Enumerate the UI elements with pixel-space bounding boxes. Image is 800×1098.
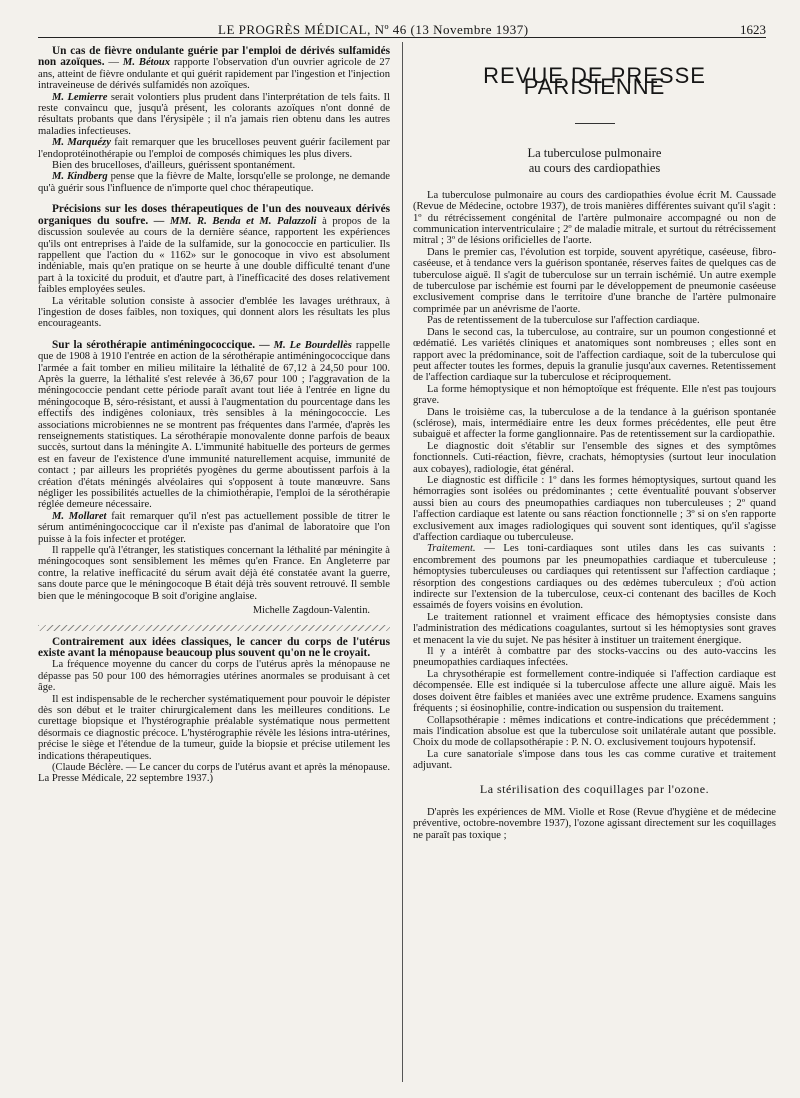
article-title: Précisions sur les doses thérapeutiques de l'un des nouveaux dérivés organiques du soufre. [38, 203, 390, 227]
article-tuberculose: La tuberculose pulmonaire au cours des cardiopathies évolue écrit M. Caussade (Revue de Médecine, octobre 1937), de trois manières différentes suivant qu'il s'agit : 1º du rétrécissement congénital de l'artère pulmonaire accompagné ou non de communication interventriculaire ; 2º de maladie mitrale, et surtout du rétrécissement mitral ; 3º de lésions orificielles de l'aorte. Dans le premier cas, l'évolution est torpide, souvent apyrétique, caséeuse, fibro-caséeuse, et à tendance vers la guérison spontanée, réserves faites de quelques cas de tuberculose aiguë. Il s'agit de tuberculose sur un terrain ischémié. Un autre exemple de tuberculose par ischémie est fourni par le développement de pneumonie caséeuse exclusivement comprise dans le territoire d'une branche de l'artère pulmonaire comprimée par un anévrisme de l'aorte. Pas de retentissement de la tuberculose sur l'affection cardiaque. Dans le second cas, la tuberculose, au contraire, sur un poumon congestionné et œdématié. Les variétés cliniques et anatomiques sont nombreuses ; elles sont en rapport avec la prédominance, soit de l'affection cardiaque, soit de la tuberculose qui peut affecter toutes les formes, depuis la granulie jusqu'aux cavernes. Retentissement de l'affection cardiaque sur la tuberculose et réciproquement. La forme hémoptysique et non hémoptoïque est fréquente. Elle n'est pas toujours grave. Dans le troisième cas, la tuberculose a de la tendance à la guérison spontanée (sclérose), mais, intermédiaire entre les deux formes précédentes, elle peut être subaiguë et affecter la forme ganglionnaire. Pas de retentissement sur la cardiopathie. Le diagnostic doit s'établir sur l'ensemble des signes et des symptômes fonctionnels. Cuti-réaction, fièvre, crachats, hémoptysies (surtout leur inoculation aux cobayes), radiologie, état général. Le diagnostic est difficile : 1º dans les formes hémoptysiques, surtout quand les hémorragies sont isolées ou prédominantes ; cette éventualité pouvant s'observer aussi bien au cours des pneumopathies cardiaques non tuberculeuses ; 2º quand l'affection cardiaque est latente ou sans réaction fonctionnelle ; 3º si on s'en rapporte exclusivement aux images radiologiques qui souvent sont identiques, qu'il s'agisse d'affection cardiaque ou tuberculeuse. Traitement. — Les toni-cardiaques sont utiles dans les cas suivants : encombrement des poumons par les pneumopathies cardiaque et tuberculeuse ; hémoptysies tuberculeuses ou cardiaques qui retentissent sur l'affection cardiaque ; résorption des congestions cardiaques ou des œdèmes tuberculeux ; d'où action indirecte sur l'extension de la tuberculose, ceux-ci contenant des bacilles de Koch essaimés de foyers voisins en évolution. Le traitement rationnel et vraiment efficace des hémoptysies consiste dans l'administration des médications coagulantes, surtout si les hémoptysies sont graves et menacent la vie du sujet. Ne pas hésiter à instituer un traitement énergique. Il y a intérêt à combattre par des stocks-vaccins ou des auto-vaccins les pneumopathies cardiaques infectées. La chrysothérapie est formellement contre-indiquée si l'affection cardiaque est décompensée. Elle est indiquée si la tuberculose affecte une allure aiguë. Mais les doses doivent être faibles et maniées avec une extrême prudence. Examens sanguins fréquents ; si éosinophilie, contre-indication ou suspension du traitement. Collapsothérapie : mêmes indications et contre-indications que précédemment ; mais l'indication absolue est que la tuberculose soit unilatérale autant que possible. Choix du mode de collapsothérapie : P. N. O. exclusivement toujours hypotensif. La cure sanatoriale s'impose dans tous les cas comme curative et traitement adjuvant. [413, 189, 776, 772]
article-doses-therapeutiques: Précisions sur les doses thérapeutiques de l'un des nouveaux dérivés organiques du soufre. — MM. R. Benda et M. Palazzoli à propos de la discussion soulevée au cours de la dernière séance, rapportent les expériences qu'ils ont entreprises à l'aide de la sulfamide, sur la gonococcie en particulier. Ils rappellent que l'action du « 1162» sur le gonocoque in vivo est absolument indéniable, mais qu'en pratique on se heurte à une double difficulté tenant d'une part à la toxicité du produit, et d'autre part, à l'inefficacité des doses relativement faibles employées seules. La véritable solution consiste à associer d'emblée les lavages uréthraux, à l'ingestion de doses faibles, non toxiques, qui donnent alors les résultats les plus encourageants. [38, 203, 391, 330]
subsection-title: La tuberculose pulmonaire au cours des cardiopathies [527, 145, 662, 175]
article-coquillages: D'après les expériences de MM. Violle et Rose (Revue d'hygiène et de médecine préventive, octobre-novembre 1937), l'ozone agissant directement sur les coquillages ne paraît pas toxique ; [413, 806, 776, 841]
article-fievre-ondulante: Un cas de fièvre ondulante guérie par l'emploi de dérivés sulfamidés non azoïques. — M. Bétoux rapporte l'observation d'un ouvrier agricole de 27 ans, atteint de fièvre ondulante et qui guérit rapidement par l'ingestion et l'injection intraveineuse de dérivés sulfamidés non azoïques. M. Lemierre serait volontiers plus prudent dans l'interprétation de tels faits. Il reste convaincu que, jusqu'à présent, les colorants azoïques n'ont donné de résultats probants que dans l'érysipèle ; il n'a jamais rien obtenu dans les autres maladies infectieuses. M. Marquézy fait remarquer que les brucelloses peuvent guérir facilement par l'endoprotéinothérapie ou l'emploi de composés chimiques les plus divers. Bien des brucelloses, d'ailleurs, guérissent spontanément. M. Kindberg pense que la fièvre de Malte, lorsqu'elle se prolonge, ne demande qu'à guérir sous l'influence de n'importe quel choc thérapeutique. [38, 45, 391, 194]
wavy-separator [38, 625, 390, 631]
signature: Michelle Zagdoun-Valentin. [252, 605, 370, 617]
left-column [38, 42, 390, 785]
right-column [413, 42, 776, 841]
page-header [38, 14, 766, 36]
subsection-title: La stérilisation des coquillages par l'ozone. [479, 781, 710, 796]
header-rule [38, 37, 766, 38]
article-title: Un cas de fièvre ondulante guérie par l'emploi de dérivés sulfamidés non azoïques. [38, 45, 390, 69]
article-cancer-uterus: Contrairement aux idées classiques, le cancer du corps de l'utérus existe avant la ménopause beaucoup plus souvent qu'on ne le croyait. La fréquence moyenne du cancer du corps de l'utérus après la ménopause ne dépasse pas 50 pour 100 des hémorragies utérines anormales se produisant à cet âge. Il est indispensable de le rechercher systématiquement pour pouvoir le dépister dès son début et le traiter chirurgicalement dans les meilleures conditions. Le curettage biopsique et l'hystérographie préalable systématique nous permettent désormais ce diagnostic précoce. L'hystérographie révèle les lésions intra-utérines, précise le siège et l'étendue de la tumeur, guide la biopsie et précise utilement les indications thérapeutiques. (Claude Béclère. — Le cancer du corps de l'utérus avant et après la ménopause. La Presse Médicale, 22 septembre 1937.) [38, 635, 390, 785]
short-rule [575, 123, 615, 124]
section-heading: REVUE DE PRESSE PARISIENNE [483, 63, 706, 100]
running-title: LE PROGRÈS MÉDICAL, Nº 46 (13 Novembre 1937) [218, 22, 529, 37]
article-title: Sur la sérothérapie antiméningococcique. [52, 338, 256, 351]
article-serotherapie: Sur la sérothérapie antiméningococcique. — M. Le Bourdellès rappelle que de 1908 à 1910 l'entrée en action de la sérothérapie antiméningococcique dans l'armée a fait tomber en milieu militaire la léthalité de 67,12 à 24,50 pour 100. Après la guerre, la léthalité s'est relevée à 36,67 pour 100 ; l'aggravation de la méningococcie pendant cette période paraît avant tout liée à l'entrée en ligne du méningocoque B, séro-résistant, et aussi à l'augmentation du pourcentage dans les effectifs des indigènes coloniaux, très sensibles à la méningococcie. Les associations microbiennes ne se montrent pas fréquentes dans l'armée, d'après les renseignements statistiques. La sérothérapie monovalente donne parfois de beaux succès, surtout dans la méningite A. L'immunité habituelle des porteurs de germes est en faveur de l'existence d'une immunité naturellement acquise, immunité de contact ; par ailleurs les propriétés pyogènes du germe aboutissent parfois à la création d'états méningés alvéolaires qui s'opposent à toute manœuvre. Sans négliger les possibilités actuelles de la chimiothérapie, l'emploi de la sérothérapie réglée demeure nécessaire. M. Mollaret fait remarquer qu'il n'est pas actuellement possible de titrer le sérum antiméningococcique car il n'existe pas d'animal de laboratoire que l'on puisse à la fois infecter et protéger. Il rappelle qu'à l'étranger, les statistiques concernant la léthalité par méningite à méningocoques sont sensiblement les mêmes qu'en France. En Angleterre par contre, la relative inefficacité du sérum avait déjà été constatée avant la guerre, sans doute parce que le méningocoque B était déjà très souvent retrouvé. Il semble bien que le méningocoque B soit d'origine anglaise. Michelle Zagdoun-Valentin. [38, 338, 390, 617]
article-title: Contrairement aux idées classiques, le cancer du corps de l'utérus existe avant la ménopause beaucoup plus souvent qu'on ne le croyait. [38, 635, 390, 659]
column-divider [402, 42, 403, 1082]
page-number: 1623 [740, 22, 766, 37]
